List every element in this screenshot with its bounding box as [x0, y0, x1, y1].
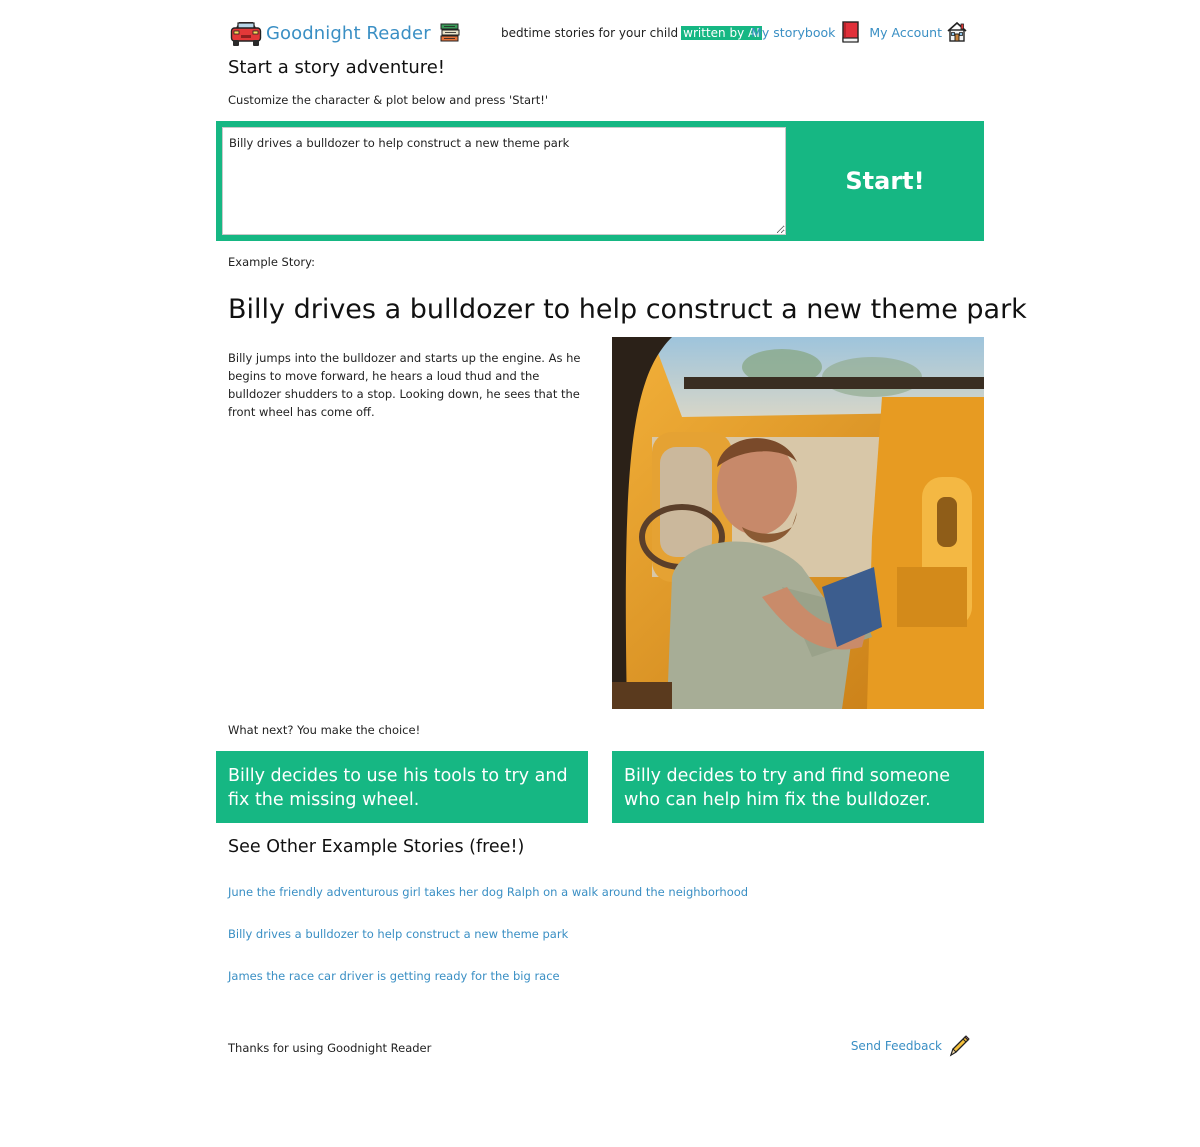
- logo-link[interactable]: [230, 18, 461, 48]
- bulldozer-driver-illustration: [612, 337, 984, 709]
- choice-button-find-help[interactable]: Billy decides to try and find someone who can help him fix the bulldozer.: [612, 751, 984, 823]
- story-link-billy[interactable]: Billy drives a bulldozer to help construct a new theme park: [228, 927, 569, 941]
- story-link-james[interactable]: James the race car driver is getting ready for the big race: [228, 969, 560, 983]
- choice-button-fix-wheel[interactable]: Billy decides to use his tools to try and fix the missing wheel.: [216, 751, 588, 823]
- start-heading: Start a story adventure!: [228, 57, 446, 78]
- start-button[interactable]: Start!: [845, 167, 925, 195]
- car-icon: [230, 18, 262, 48]
- tagline-highlight: written by AI: [683, 26, 760, 40]
- send-feedback-link[interactable]: [851, 1034, 970, 1058]
- story-prompt-input[interactable]: [222, 127, 786, 235]
- account-link[interactable]: My Account: [869, 24, 942, 40]
- choice-prompt: What next? You make the choice!: [228, 723, 421, 737]
- other-stories-heading: See Other Example Stories (free!): [228, 837, 525, 857]
- site-header: [216, 14, 984, 50]
- logo-text: Goodnight Reader: [266, 22, 431, 44]
- story-title: Billy drives a bulldozer to help construct a new theme park: [228, 294, 1027, 325]
- send-feedback-label: Send Feedback: [850, 1039, 942, 1053]
- example-story-label: Example Story:: [228, 255, 315, 269]
- start-panel: [216, 121, 984, 241]
- books-icon: [439, 22, 461, 44]
- pencil-icon: [948, 1034, 970, 1058]
- storybook-link[interactable]: My storybook: [751, 24, 836, 40]
- footer-thanks: Thanks for using Goodnight Reader: [228, 1041, 432, 1055]
- start-instructions: Customize the character & plot below and press 'Start!': [228, 93, 549, 107]
- top-nav: [751, 20, 972, 44]
- red-book-icon: [839, 20, 861, 44]
- tagline: [501, 26, 762, 40]
- tagline-text: bedtime stories for your child: [501, 26, 679, 40]
- house-icon: [946, 20, 968, 44]
- story-illustration: [612, 337, 984, 709]
- story-link-june[interactable]: June the friendly adventurous girl takes her dog Ralph on a walk around the neighborhood: [228, 885, 749, 899]
- story-text: Billy jumps into the bulldozer and starts up the engine. As he begins to move forward, he hears a loud thud and the bulldozer shudders to a stop. Looking down, he sees that the front wheel has come off.: [228, 351, 581, 419]
